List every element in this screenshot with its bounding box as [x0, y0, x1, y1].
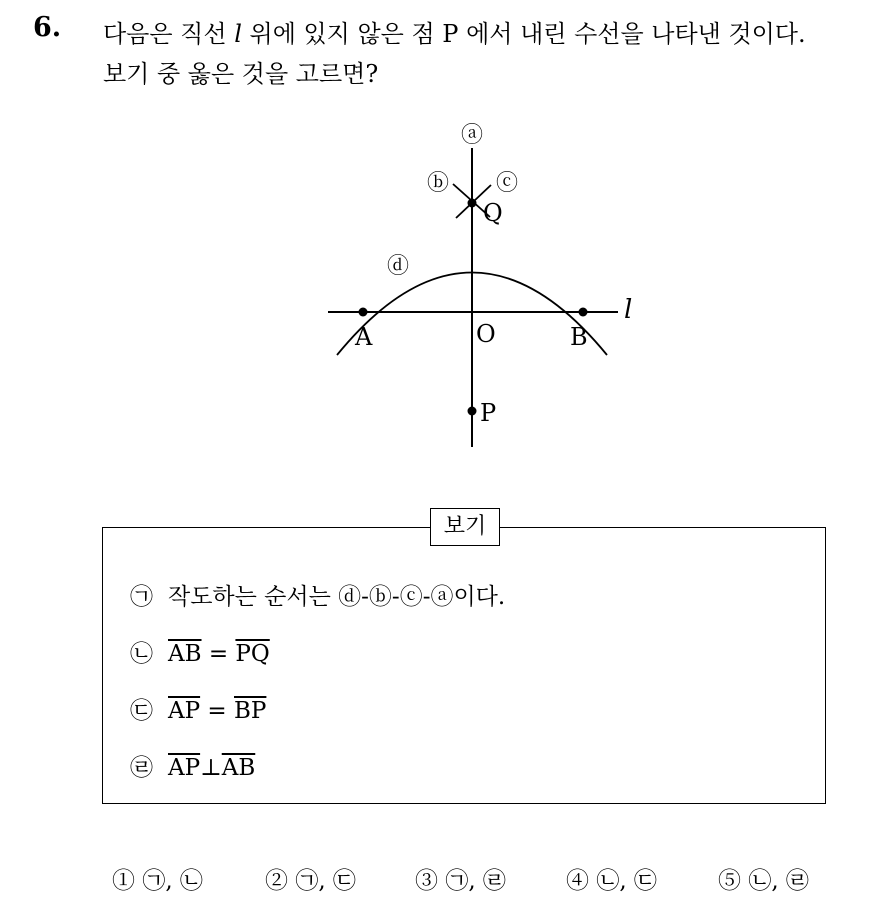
choice-number: ⑤	[718, 868, 741, 894]
label-c-circled: ⓒ	[495, 171, 519, 196]
bogi-mark: ㉠	[130, 584, 153, 610]
bogi-item-4	[130, 749, 255, 782]
choice-text: ㉠, ㉣	[445, 868, 506, 894]
segment-right: $\overline{PQ}$	[235, 641, 270, 667]
relation-operator: =	[200, 698, 234, 724]
bogi-mark: ㉢	[130, 698, 153, 724]
bogi-title: 보기	[430, 508, 500, 546]
question-line-1	[103, 14, 806, 54]
label-o: O	[476, 320, 496, 348]
construction-figure	[300, 110, 660, 455]
segment-right: $\overline{AB}$	[221, 755, 256, 781]
segment-left: $\overline{AP}$	[168, 755, 201, 781]
question-number: 6.	[33, 12, 62, 43]
segment-left: $\overline{AP}$	[168, 698, 201, 724]
choice-number: ④	[566, 868, 589, 894]
label-b: B	[570, 323, 588, 351]
choice-text: ㉡, ㉣	[748, 868, 809, 894]
choice-number: ②	[265, 868, 288, 894]
point-b	[579, 308, 588, 317]
choice-3[interactable]	[415, 862, 506, 895]
relation-operator: =	[201, 641, 236, 667]
bogi-mark: ㉡	[130, 641, 153, 667]
choice-1[interactable]	[112, 862, 203, 895]
bogi-mark: ㉣	[130, 755, 153, 781]
label-l: l	[624, 295, 633, 325]
point-a	[359, 308, 368, 317]
bogi-text: 작도하는 순서는 ⓓ-ⓑ-ⓒ-ⓐ이다.	[168, 584, 506, 610]
bogi-item-3	[130, 692, 266, 725]
choice-number: ①	[112, 868, 135, 894]
question-line-2: 보기 중 옳은 것을 고르면?	[103, 60, 379, 88]
choice-text: ㉠, ㉡	[142, 868, 203, 894]
label-d-circled: ⓓ	[386, 254, 410, 279]
label-a: A	[355, 323, 373, 351]
bogi-item-1	[130, 578, 505, 611]
segment-left: $\overline{AB}$	[168, 641, 202, 667]
choice-text: ㉠, ㉢	[295, 868, 356, 894]
bogi-item-2	[130, 635, 270, 668]
question-line-1-start: 다음은 직선	[103, 20, 235, 48]
question-text	[103, 14, 806, 94]
label-p: P	[480, 399, 497, 427]
choice-number: ③	[415, 868, 438, 894]
line-variable: l	[234, 20, 242, 48]
segment-right: $\overline{BP}$	[234, 698, 267, 724]
question-line-1-end: 위에 있지 않은 점 P 에서 내린 수선을 나타낸 것이다.	[241, 20, 806, 48]
choice-text: ㉡, ㉢	[596, 868, 657, 894]
point-q	[468, 199, 477, 208]
label-b-circled: ⓑ	[426, 171, 450, 196]
choice-4[interactable]	[566, 862, 657, 895]
label-q: Q	[483, 199, 503, 227]
choice-5[interactable]	[718, 862, 809, 895]
point-p	[468, 407, 477, 416]
choice-2[interactable]	[265, 862, 356, 895]
relation-operator: ⊥	[200, 755, 222, 781]
label-a-circled: ⓐ	[460, 123, 484, 148]
